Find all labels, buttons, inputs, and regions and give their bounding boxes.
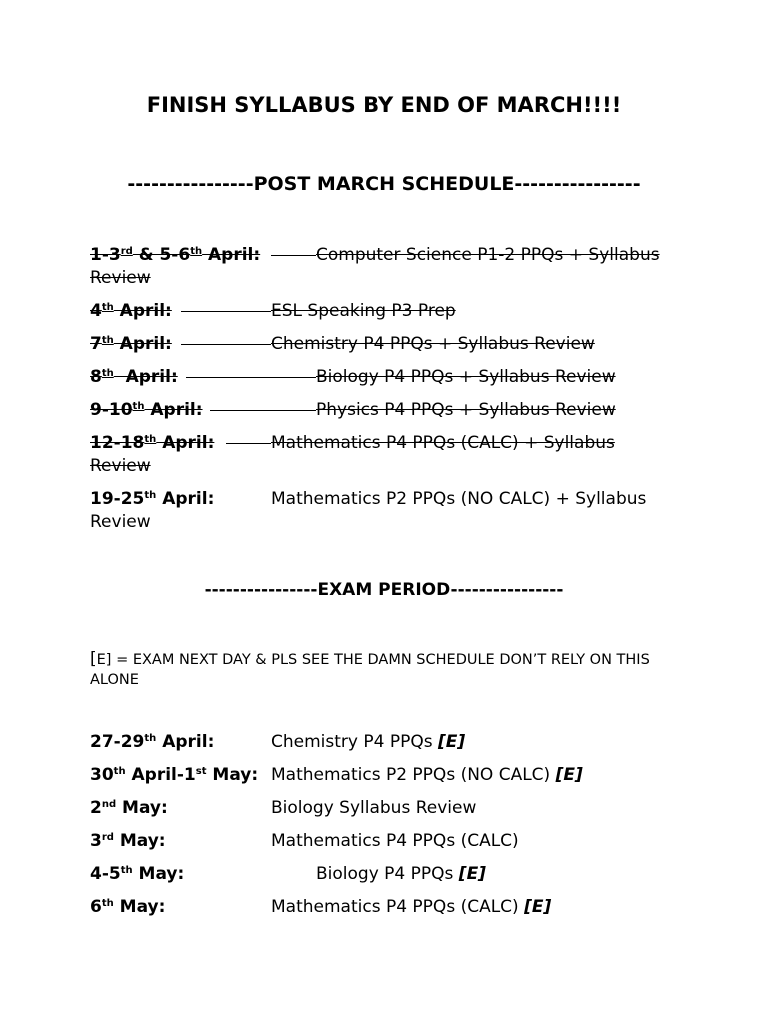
exam-row-maths-calc-exam bbox=[90, 896, 690, 919]
exam-flag: [E] bbox=[524, 897, 552, 917]
row-description-continued: Review bbox=[90, 456, 151, 476]
row-description: Biology P4 PPQs [E] bbox=[316, 864, 486, 884]
row-date-label: 1-3rd & 5-6th April: bbox=[90, 245, 261, 265]
document-title: FINISH SYLLABUS BY END OF MARCH!!!! bbox=[146, 93, 622, 117]
exam-row-chemistry bbox=[90, 731, 690, 754]
strike-gap-line bbox=[271, 255, 316, 256]
exam-note: [E] = EXAM NEXT DAY & PLS SEE THE DAMN SCHEDULE DON’T RELY ON THIS ALONE bbox=[90, 649, 650, 688]
row-description: Mathematics P2 PPQs (NO CALC) [E] bbox=[271, 765, 583, 785]
row-date-label: 8th April: bbox=[90, 367, 178, 387]
row-date-label: 19-25th April: bbox=[90, 489, 215, 509]
schedule-row-physics bbox=[90, 399, 690, 422]
row-date-label: 30th April-1st May: bbox=[90, 765, 259, 785]
exam-period-heading: ----------------EXAM PERIOD---------------- bbox=[204, 580, 564, 600]
exam-flag: [E] bbox=[437, 732, 466, 752]
row-description: ESL Speaking P3 Prep bbox=[271, 301, 456, 321]
strike-gap-line bbox=[181, 311, 271, 312]
exam-row-maths-nocalc bbox=[90, 764, 690, 787]
row-description: Computer Science P1-2 PPQs + Syllabus bbox=[316, 245, 660, 265]
row-date-label: 4-5th May: bbox=[90, 864, 185, 884]
schedule-row-esl bbox=[90, 300, 690, 323]
row-description: Physics P4 PPQs + Syllabus Review bbox=[316, 400, 616, 420]
schedule-row-maths-nocalc bbox=[90, 488, 690, 532]
schedule-row-cs bbox=[90, 244, 690, 288]
row-description: Mathematics P4 PPQs (CALC) [E] bbox=[271, 897, 552, 917]
post-march-heading: ----------------POST MARCH SCHEDULE---------------- bbox=[127, 173, 641, 195]
schedule-row-maths-calc bbox=[90, 432, 690, 476]
strike-gap-line bbox=[226, 443, 271, 444]
row-description: Biology Syllabus Review bbox=[271, 798, 477, 818]
row-description-continued: Review bbox=[90, 268, 151, 288]
exam-row-biology-ppqs bbox=[90, 863, 690, 886]
row-date-label: 4th April: bbox=[90, 301, 172, 321]
row-description: Chemistry P4 PPQs [E] bbox=[271, 732, 466, 752]
row-description: Mathematics P2 PPQs (NO CALC) + Syllabus bbox=[271, 489, 647, 509]
schedule-row-chemistry bbox=[90, 333, 690, 356]
row-date-label: 3rd May: bbox=[90, 831, 166, 851]
row-description: Mathematics P4 PPQs (CALC) + Syllabus bbox=[271, 433, 615, 453]
row-date-label: 2nd May: bbox=[90, 798, 168, 818]
row-description: Biology P4 PPQs + Syllabus Review bbox=[316, 367, 616, 387]
row-description-continued: Review bbox=[90, 512, 151, 532]
row-date-label: 27-29th April: bbox=[90, 732, 215, 752]
exam-flag: [E] bbox=[555, 765, 583, 785]
row-date-label: 12-18th April: bbox=[90, 433, 215, 453]
exam-row-maths-calc bbox=[90, 830, 690, 853]
row-date-label: 6th May: bbox=[90, 897, 166, 917]
strike-gap-line bbox=[181, 344, 271, 345]
strike-gap-line bbox=[186, 377, 316, 378]
row-date-label: 7th April: bbox=[90, 334, 172, 354]
exam-flag: [E] bbox=[458, 864, 486, 884]
row-date-label: 9-10th April: bbox=[90, 400, 203, 420]
schedule-row-biology bbox=[90, 366, 690, 389]
strike-gap-line bbox=[210, 410, 316, 411]
row-description: Mathematics P4 PPQs (CALC) bbox=[271, 831, 519, 851]
exam-row-biology-review bbox=[90, 797, 690, 820]
row-description: Chemistry P4 PPQs + Syllabus Review bbox=[271, 334, 595, 354]
